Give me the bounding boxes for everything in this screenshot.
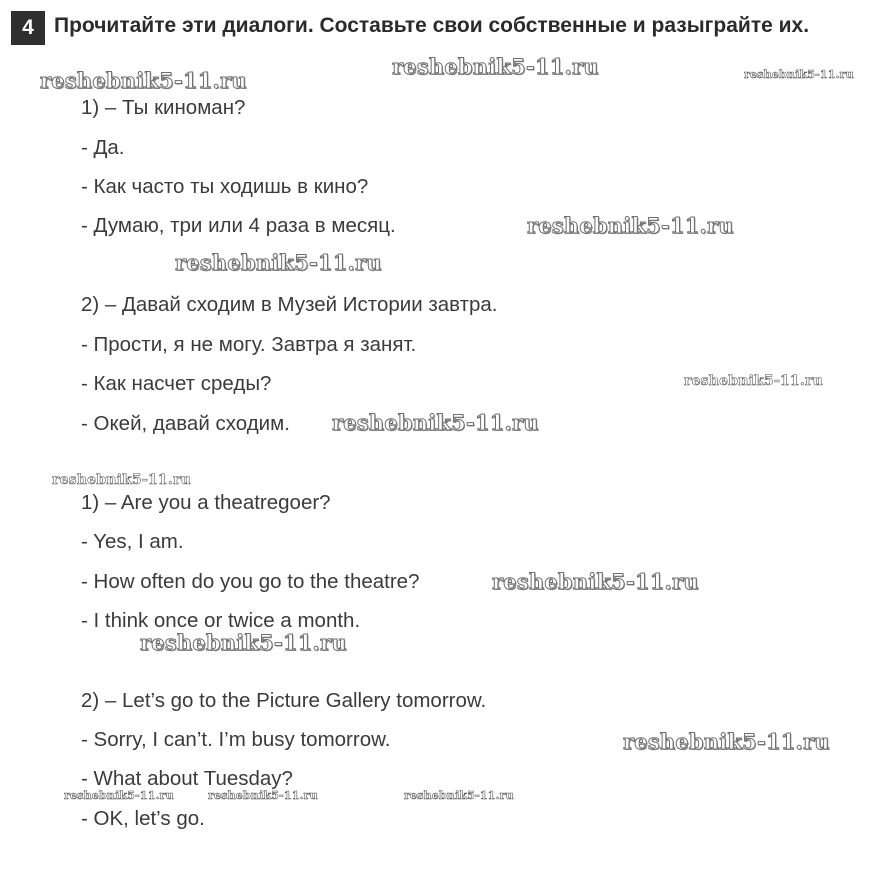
- watermark: reshebnik5-11.ru: [404, 789, 514, 802]
- watermark: reshebnik5-11.ru: [64, 789, 174, 802]
- en-dialogue-1-line-4: - I think once or twice a month.: [81, 609, 361, 632]
- ru-dialogue-1-line-3: - Как часто ты ходишь в кино?: [81, 175, 369, 198]
- watermark: reshebnik5-11.ru: [140, 630, 347, 655]
- en-dialogue-2-line-4: - OK, let’s go.: [81, 807, 205, 830]
- watermark: reshebnik5-11.ru: [744, 68, 854, 81]
- watermark: reshebnik5-11.ru: [52, 472, 191, 488]
- watermark: reshebnik5-11.ru: [527, 213, 734, 238]
- ru-dialogue-2-line-1: 2) – Давай сходим в Музей Истории завтра.: [81, 293, 498, 316]
- watermark: reshebnik5-11.ru: [175, 250, 382, 275]
- watermark: reshebnik5-11.ru: [492, 569, 699, 594]
- watermark: reshebnik5-11.ru: [332, 410, 539, 435]
- ru-dialogue-2-line-2: - Прости, я не могу. Завтра я занят.: [81, 333, 417, 356]
- en-dialogue-1-line-2: - Yes, I am.: [81, 530, 184, 553]
- en-dialogue-2-line-2: - Sorry, I can’t. I’m busy tomorrow.: [81, 728, 391, 751]
- watermark: reshebnik5-11.ru: [684, 373, 823, 389]
- en-dialogue-1-line-1: 1) – Are you a theatregoer?: [81, 491, 331, 514]
- en-dialogue-2-line-1: 2) – Let’s go to the Picture Gallery tomorrow.: [81, 689, 487, 712]
- task-title: Прочитайте эти диалоги. Составьте свои собственные и разыграйте их.: [54, 14, 810, 37]
- watermark: reshebnik5-11.ru: [623, 729, 830, 754]
- ru-dialogue-2-line-4: - Окей, давай сходим.: [81, 412, 290, 435]
- task-number-badge: 4: [11, 11, 45, 45]
- watermark: reshebnik5-11.ru: [208, 789, 318, 802]
- watermark: reshebnik5-11.ru: [392, 54, 599, 79]
- watermark: reshebnik5-11.ru: [40, 68, 247, 93]
- en-dialogue-2-line-3: - What about Tuesday?: [81, 767, 293, 790]
- ru-dialogue-2-line-3: - Как насчет среды?: [81, 372, 272, 395]
- ru-dialogue-1-line-1: 1) – Ты киноман?: [81, 96, 246, 119]
- en-dialogue-1-line-3: - How often do you go to the theatre?: [81, 570, 420, 593]
- ru-dialogue-1-line-4: - Думаю, три или 4 раза в месяц.: [81, 214, 396, 237]
- ru-dialogue-1-line-2: - Да.: [81, 136, 125, 159]
